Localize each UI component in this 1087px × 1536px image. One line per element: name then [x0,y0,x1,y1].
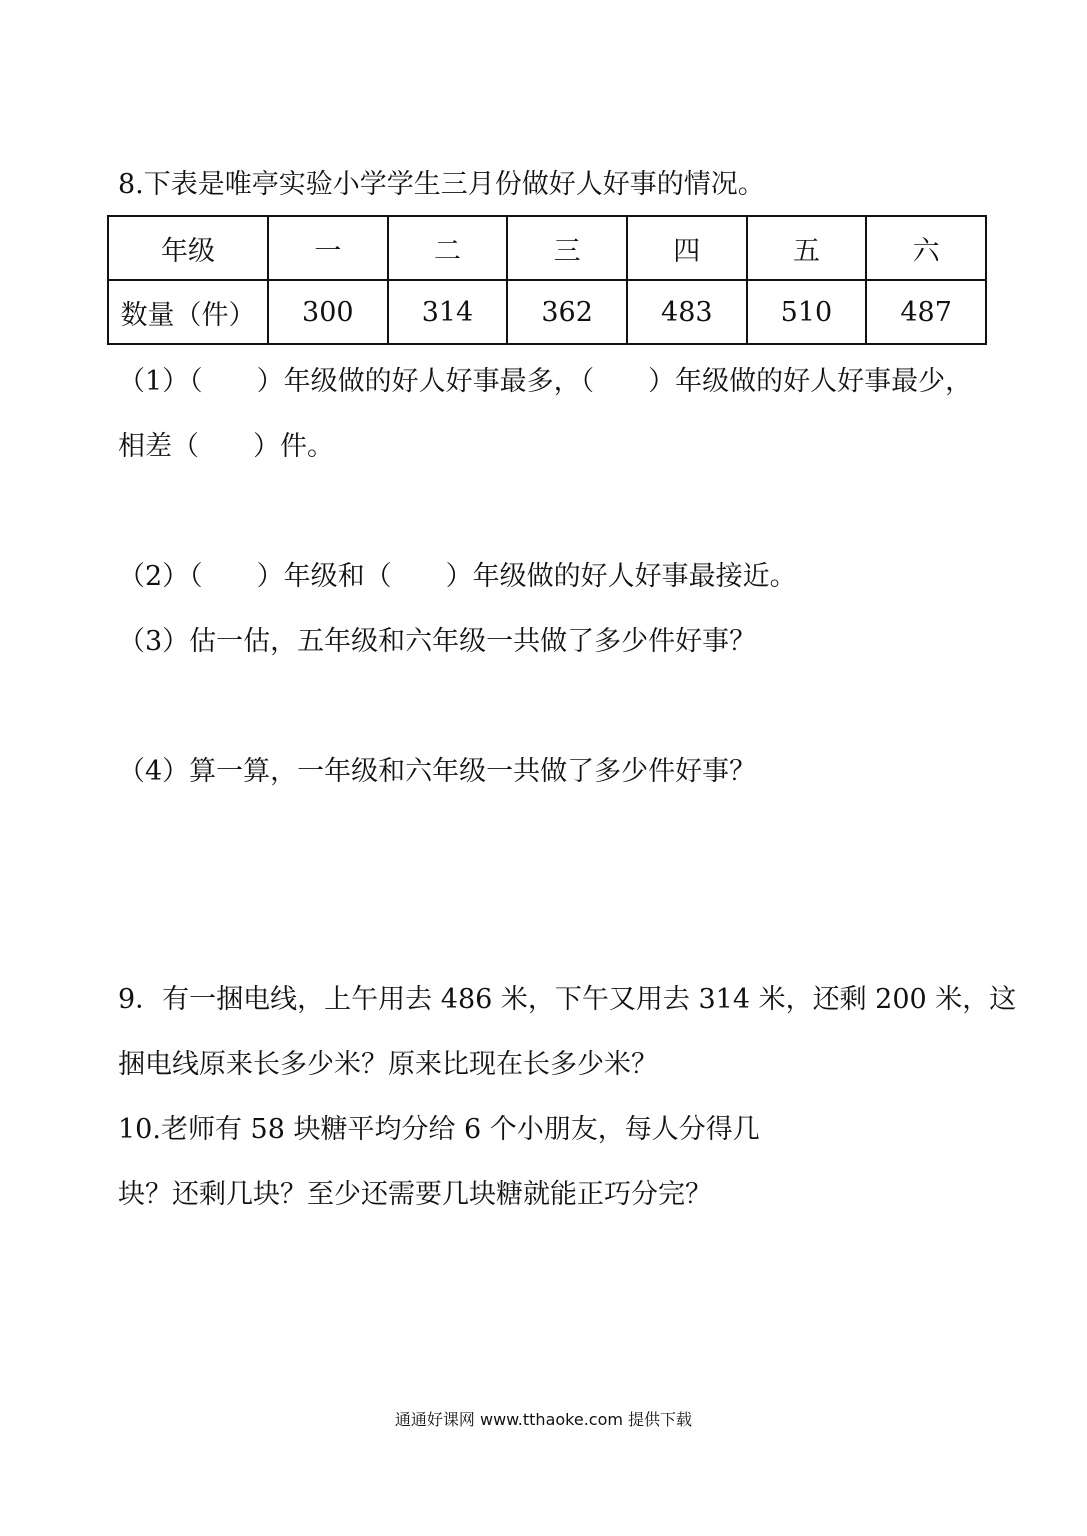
question-10-line-1: 10.老师有 58 块糖平均分给 6 个小朋友，每人分得几 [118,1114,760,1145]
question-8-part-1: （1）（ ）年级做的好人好事最多，（ ）年级做的好人好事最少， [118,366,973,397]
page-footer: 通通好课网 www.tthaoke.com 提供下载 [394,1410,693,1429]
question-8-part-1-continued: 相差（ ）件。 [118,431,334,462]
question-8-part-3: （3）估一估，五年级和六年级一共做了多少件好事？ [118,626,757,657]
question-8-part-4: （4）算一算，一年级和六年级一共做了多少件好事？ [118,756,757,787]
question-8-title: 8.下表是唯亭实验小学学生三月份做好人好事的情况。 [118,169,765,200]
question-8-part-2: （2）（ ）年级和（ ）年级做的好人好事最接近。 [118,561,797,592]
question-10-line-2: 块？还剩几块？至少还需要几块糖就能正巧分完？ [118,1179,712,1210]
question-9-line-1: 9．有一捆电线，上午用去 486 米，下午又用去 314 米，还剩 200 米，这 [118,984,1017,1015]
grade-cell: 一 [268,216,388,280]
row-header-grade: 年级 [108,216,268,280]
table-row-count [108,280,986,344]
count-cell: 314 [388,280,508,344]
grade-cell: 五 [747,216,867,280]
table-row-grade [108,216,986,280]
grade-cell: 二 [388,216,508,280]
grade-cell: 四 [627,216,747,280]
count-cell: 362 [507,280,627,344]
count-cell: 483 [627,280,747,344]
row-header-count: 数量（件） [108,280,268,344]
grade-cell: 三 [507,216,627,280]
grade-cell: 六 [866,216,986,280]
question-9-line-2: 捆电线原来长多少米？原来比现在长多少米？ [118,1049,658,1080]
count-cell: 300 [268,280,388,344]
count-cell: 510 [747,280,867,344]
good-deeds-table [107,215,987,345]
count-cell: 487 [866,280,986,344]
